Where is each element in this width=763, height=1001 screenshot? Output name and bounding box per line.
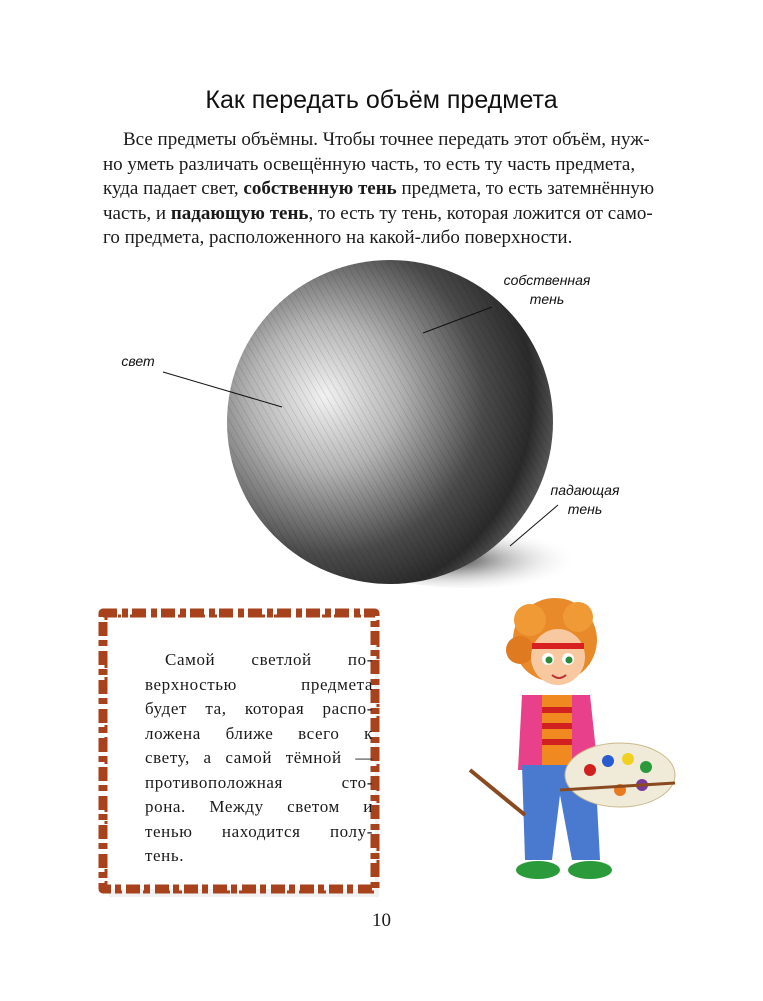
label-line: собственная — [503, 272, 591, 288]
text-segment: предмета, то есть затемнённую — [396, 178, 655, 199]
boy-painter-illustration — [460, 595, 690, 895]
label-line: тень — [567, 501, 603, 517]
text-line: верхностью предмета — [145, 674, 373, 694]
text-line: Все предметы объёмны. Чтобы точнее передать этот объём, нуж- — [123, 129, 650, 150]
text-line: противоположная сто- — [145, 772, 373, 792]
text-segment: куда падает свет, — [103, 178, 244, 199]
text-line: но уметь различать освещённую часть, то есть ту часть предмета, — [103, 153, 636, 175]
page-number: 10 — [372, 910, 391, 931]
label-line: падающая — [550, 482, 620, 498]
text-line: го предмета, расположенного на какой-либо поверхности. — [103, 227, 573, 248]
term-cast-shadow: падающую тень — [170, 202, 309, 224]
text-line: Самой светлой по- — [165, 650, 373, 669]
text-line: рона. Между светом и — [145, 797, 373, 816]
page-title: Как передать объём предмета — [205, 86, 558, 114]
label-line: тень — [529, 291, 565, 307]
label-light: свет — [121, 353, 155, 369]
text-segment: , то есть ту тень, которая ложится от само- — [308, 202, 653, 224]
text-line: тень. — [145, 846, 185, 865]
label-own-shadow — [492, 271, 602, 309]
text-line: свету, а самой тёмной — — [145, 748, 373, 767]
text-line: ложена ближе всего к — [145, 723, 373, 743]
term-own-shadow: собственную тень — [243, 178, 397, 199]
text-line: будет та, которая распо- — [145, 699, 373, 718]
label-cast-shadow — [540, 481, 630, 519]
tip-box-text — [145, 648, 373, 869]
text-segment: часть, и — [103, 202, 171, 224]
text-line: тенью находится полу- — [145, 821, 373, 841]
